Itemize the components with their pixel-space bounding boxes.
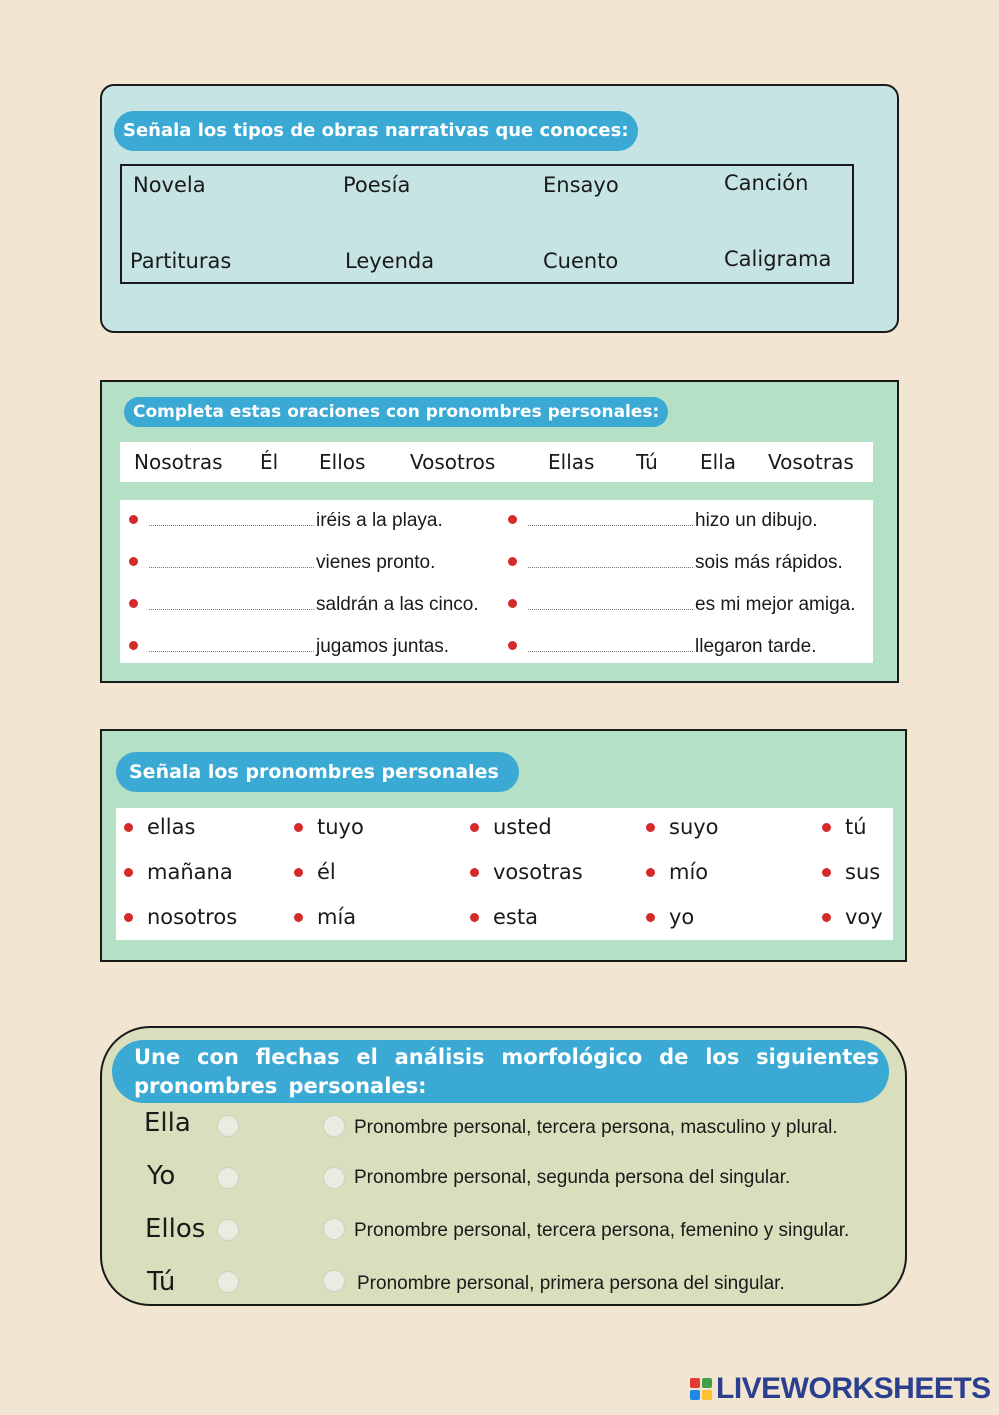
logo-square (690, 1378, 700, 1388)
sentence-text: jugamos juntas. (316, 636, 450, 657)
bullet-dot (470, 913, 479, 922)
sentence-row (508, 510, 818, 532)
pronoun-grid (116, 808, 893, 940)
answer-blank[interactable] (528, 554, 693, 568)
bullet-dot (508, 557, 517, 566)
option-cuento[interactable]: Cuento (543, 249, 619, 273)
description-text: Pronombre personal, tercera persona, masculino y plural. (354, 1117, 838, 1138)
word-bank-item: Ellos (319, 450, 366, 474)
desc-connector-circle[interactable] (323, 1167, 345, 1189)
option-poesia[interactable]: Poesía (343, 173, 411, 197)
option-caligrama[interactable]: Caligrama (724, 247, 832, 271)
description-text: Pronombre personal, tercera persona, femenino y singular. (354, 1220, 850, 1241)
sentence-text: sois más rápidos. (695, 552, 843, 573)
answer-blank[interactable] (149, 554, 314, 568)
pronoun-label: él (317, 860, 336, 884)
word-bank (120, 442, 873, 482)
pronoun-option[interactable] (646, 815, 719, 839)
sentence-text: iréis a la playa. (316, 510, 443, 531)
option-partituras[interactable]: Partituras (130, 249, 232, 273)
answer-blank[interactable] (149, 512, 314, 526)
desc-connector-circle[interactable] (323, 1218, 345, 1240)
sentence-text: llegaron tarde. (695, 636, 817, 657)
pronoun-option[interactable] (294, 860, 336, 884)
pronoun-option[interactable] (470, 860, 583, 884)
pronoun-option[interactable] (470, 905, 538, 929)
pronoun-option[interactable] (294, 905, 356, 929)
liveworksheets-logo (690, 1372, 991, 1406)
bullet-dot (646, 913, 655, 922)
identify-pronouns-section (100, 729, 907, 962)
term-tu: Tú (147, 1267, 176, 1297)
pronoun-option[interactable] (470, 815, 552, 839)
answer-blank[interactable] (528, 596, 693, 610)
bullet-dot (508, 515, 517, 524)
option-cancion[interactable]: Canción (724, 171, 809, 195)
pronoun-option[interactable] (822, 905, 883, 929)
word-bank-item: Ella (700, 450, 737, 474)
pronoun-label: tuyo (317, 815, 364, 839)
pronoun-label: yo (669, 905, 695, 929)
option-leyenda[interactable]: Leyenda (345, 249, 435, 273)
bullet-dot (822, 868, 831, 877)
bullet-dot (294, 868, 303, 877)
pronoun-label: mañana (147, 860, 233, 884)
answer-blank[interactable] (149, 596, 314, 610)
complete-sentences-title: Completa estas oraciones con pronombres personales: (124, 397, 668, 427)
sentence-row (508, 636, 816, 658)
pronoun-label: suyo (669, 815, 719, 839)
bullet-dot (294, 913, 303, 922)
bullet-dot (822, 823, 831, 832)
sentence-text: saldrán a las cinco. (316, 594, 479, 615)
pronoun-option[interactable] (646, 905, 694, 929)
pronoun-option[interactable] (822, 815, 867, 839)
pronoun-label: mía (317, 905, 357, 929)
term-connector-circle[interactable] (217, 1167, 239, 1189)
sentence-row (129, 636, 449, 658)
term-connector-circle[interactable] (217, 1115, 239, 1137)
term-ella: Ella (144, 1108, 191, 1138)
word-bank-item: Ellas (548, 450, 595, 474)
bullet-dot (646, 868, 655, 877)
pronoun-option[interactable] (124, 905, 237, 929)
description-text: Pronombre personal, primera persona del singular. (357, 1273, 785, 1294)
bullet-dot (124, 868, 133, 877)
term-connector-circle[interactable] (217, 1219, 239, 1241)
pronoun-option[interactable] (124, 815, 195, 839)
pronoun-label: sus (845, 860, 881, 884)
description-text: Pronombre personal, segunda persona del singular. (354, 1167, 791, 1188)
pronoun-label: mío (669, 860, 709, 884)
word-bank-item: Vosotras (768, 450, 854, 474)
word-bank-item: Nosotras (134, 450, 223, 474)
word-bank-item: Él (260, 450, 279, 474)
pronoun-option[interactable] (646, 860, 708, 884)
bullet-dot (508, 599, 517, 608)
bullet-dot (470, 868, 479, 877)
sentence-row (508, 552, 843, 574)
pronoun-label: voy (845, 905, 883, 929)
sentence-row (129, 552, 435, 574)
sentence-text: vienes pronto. (316, 552, 436, 573)
sentence-row (129, 510, 443, 532)
desc-connector-circle[interactable] (323, 1270, 345, 1292)
narrative-options-box (120, 164, 854, 284)
pronoun-label: esta (493, 905, 538, 929)
match-analysis-title: Une con flechas el análisis morfológico de los siguientes pronombres personales: (112, 1040, 889, 1103)
bullet-dot (294, 823, 303, 832)
bullet-dot (124, 823, 133, 832)
sentence-text: hizo un dibujo. (695, 510, 818, 531)
logo-square (702, 1390, 712, 1400)
word-bank-item: Vosotros (410, 450, 496, 474)
sentence-row (508, 594, 856, 616)
answer-blank[interactable] (528, 638, 693, 652)
logo-square (702, 1378, 712, 1388)
complete-sentences-section (100, 380, 899, 683)
term-connector-circle[interactable] (217, 1271, 239, 1293)
option-ensayo[interactable]: Ensayo (543, 173, 619, 197)
narrative-types-title: Señala los tipos de obras narrativas que conoces: (114, 111, 638, 151)
answer-blank[interactable] (149, 638, 314, 652)
logo-squares-icon (690, 1378, 712, 1400)
term-yo: Yo (147, 1161, 176, 1191)
pronoun-option[interactable] (294, 815, 364, 839)
pronoun-label: nosotros (147, 905, 238, 929)
bullet-dot (129, 599, 138, 608)
pronoun-label: ellas (147, 815, 196, 839)
pronoun-label: usted (493, 815, 552, 839)
sentences-box (120, 500, 873, 663)
brand-name: LIVEWORKSHEETS (716, 1372, 991, 1405)
bullet-dot (470, 823, 479, 832)
sentence-text: es mi mejor amiga. (695, 594, 856, 615)
logo-square (690, 1390, 700, 1400)
pronoun-option[interactable] (124, 860, 233, 884)
pronoun-option[interactable] (822, 860, 880, 884)
word-bank-item: Tú (636, 450, 658, 474)
bullet-dot (124, 913, 133, 922)
bullet-dot (129, 557, 138, 566)
sentence-row (129, 594, 479, 616)
bullet-dot (646, 823, 655, 832)
bullet-dot (508, 641, 517, 650)
pronoun-label: tú (845, 815, 867, 839)
option-novela[interactable]: Novela (133, 173, 206, 197)
bullet-dot (822, 913, 831, 922)
bullet-dot (129, 641, 138, 650)
answer-blank[interactable] (528, 512, 693, 526)
match-analysis-section (100, 1026, 907, 1306)
term-ellos: Ellos (145, 1214, 206, 1244)
bullet-dot (129, 515, 138, 524)
narrative-types-section (100, 84, 899, 333)
desc-connector-circle[interactable] (323, 1115, 345, 1137)
identify-pronouns-title: Señala los pronombres personales (116, 752, 519, 792)
pronoun-label: vosotras (493, 860, 583, 884)
